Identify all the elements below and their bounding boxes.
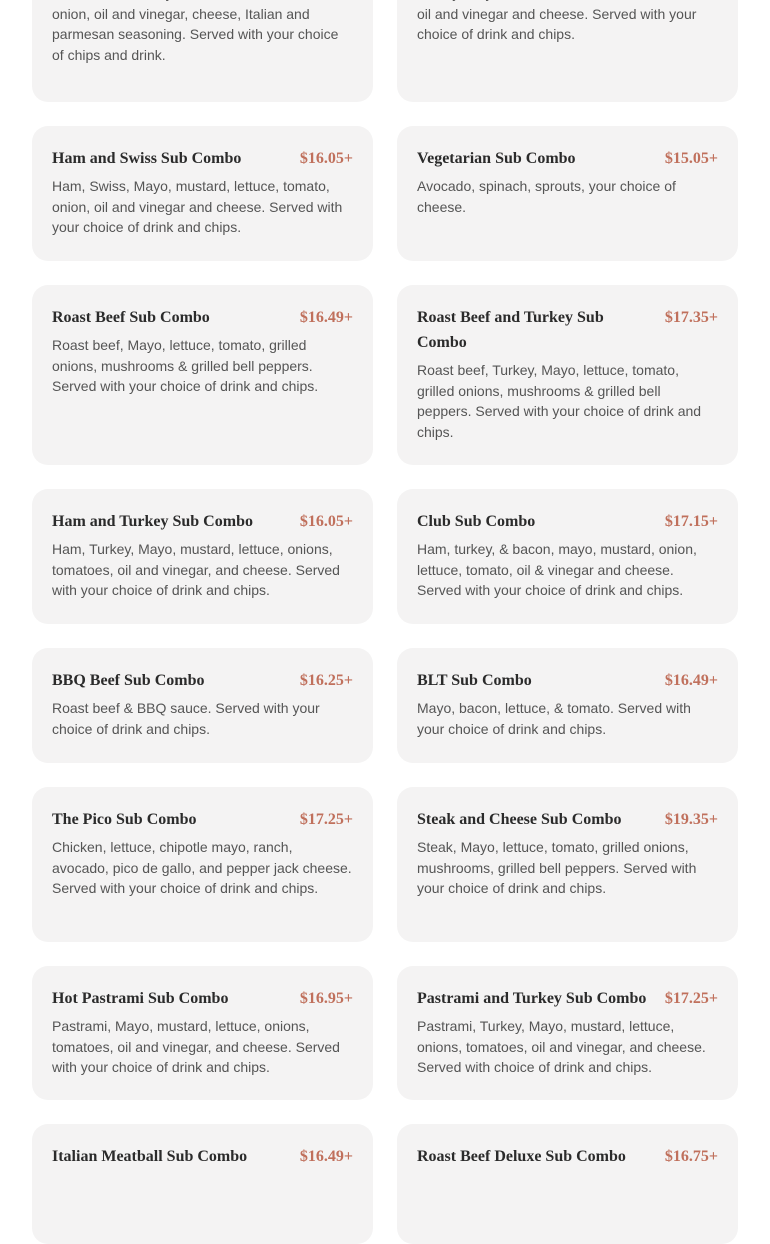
menu-item-card[interactable] [397, 787, 738, 942]
menu-item-header [417, 509, 718, 534]
menu-item-card[interactable] [397, 285, 738, 465]
menu-item-name: Steak and Cheese Sub Combo [417, 811, 622, 828]
menu-item-description: Avocado, spinach, sprouts, your choice of cheese. [417, 178, 676, 215]
menu-item-header [52, 807, 353, 832]
menu-item-price: $16.05+ [299, 150, 353, 167]
menu-item-name: Vegetarian Sub Combo [417, 150, 576, 167]
menu-item-description: Roast beef & BBQ sauce. Served with your choice of drink and chips. [52, 700, 320, 737]
menu-item-header [417, 668, 718, 693]
menu-item-card[interactable] [32, 787, 373, 942]
menu-item-card[interactable] [32, 0, 373, 102]
menu-item-name: Roast Beef Deluxe Sub Combo [417, 1148, 626, 1165]
menu-item-name: BLT Sub Combo [417, 672, 532, 689]
menu-item-price: $16.49+ [299, 1148, 353, 1165]
menu-item-description: Pastrami, Turkey, Mayo, mustard, lettuce, onions, tomatoes, oil and vinegar, and cheese. Served with choice of drink and chips. [417, 1018, 706, 1075]
menu-item-name: Roast Beef and Turkey Sub Combo [417, 309, 604, 351]
menu-item-card[interactable] [32, 126, 373, 261]
menu-grid [32, 0, 738, 1244]
menu-item-name: Club Sub Combo [417, 513, 536, 530]
menu-item-price: $16.49+ [299, 309, 353, 326]
menu-item-card[interactable] [32, 966, 373, 1100]
menu-item-price: $16.75+ [664, 1148, 718, 1165]
menu-item-description: Mayo, bacon, lettuce, & tomato. Served with your choice of drink and chips. [417, 700, 691, 737]
menu-item-header [417, 807, 718, 832]
menu-item-card[interactable] [397, 1124, 738, 1244]
menu-item-price: $17.25+ [299, 811, 353, 828]
menu-item-price: $16.49+ [664, 672, 718, 689]
menu-item-header [417, 1144, 718, 1169]
menu-item-price: $16.95+ [299, 990, 353, 1007]
menu-item-header [417, 305, 718, 355]
menu-item-header [52, 986, 353, 1011]
menu-item-description: Ham, Swiss, Mayo, mustard, lettuce, tomato, onion, oil and vinegar and cheese. Served with your choice of drink and chips. [52, 178, 343, 235]
menu-item-name: Hot Pastrami Sub Combo [52, 990, 229, 1007]
menu-item-card[interactable] [32, 489, 373, 624]
menu-item-name: BBQ Beef Sub Combo [52, 672, 205, 689]
menu-item-description: Roast beef, Turkey, Mayo, lettuce, tomato, grilled onions, mushrooms & grilled bell peppers. Served with your choice of drink and chips. [417, 362, 702, 440]
menu-item-name: The Pico Sub Combo [52, 811, 197, 828]
menu-item-price: $17.25+ [664, 990, 718, 1007]
menu-item-header [417, 146, 718, 171]
menu-item-description: oil and vinegar and cheese. Served with your choice of drink and chips. [417, 5, 697, 42]
menu-item-description: onion, oil and vinegar, cheese, Italian and parmesan seasoning. Served with your choice of chips and drink. [52, 5, 339, 63]
menu-item-price: $17.15+ [664, 513, 718, 530]
menu-item-header [52, 305, 353, 330]
menu-item-card[interactable] [32, 285, 373, 465]
menu-item-header [52, 509, 353, 534]
menu-item-price: $16.25+ [299, 672, 353, 689]
menu-item-name: Ham and Swiss Sub Combo [52, 150, 242, 167]
menu-item-description: Steak, Mayo, lettuce, tomato, grilled onions, mushrooms, grilled bell peppers. Served with your choice of drink and chips. [417, 839, 697, 896]
menu-item-header [52, 146, 353, 171]
menu-item-card[interactable] [397, 0, 738, 102]
menu-item-card[interactable] [32, 648, 373, 763]
menu-item-header [417, 986, 718, 1011]
menu-item-price: $17.35+ [664, 309, 718, 326]
menu-item-name: Ham and Turkey Sub Combo [52, 513, 253, 530]
menu-item-description: Pastrami, Mayo, mustard, lettuce, onions, tomatoes, oil and vinegar, and cheese. Served with your choice of drink and chips. [52, 1018, 340, 1075]
menu-item-description: Ham, Turkey, Mayo, mustard, lettuce, onions, tomatoes, oil and vinegar, and cheese. Served with your choice of drink and chips. [52, 541, 340, 598]
menu-item-header [52, 668, 353, 693]
menu-item-header [52, 1144, 353, 1169]
menu-item-description: Chicken, lettuce, chipotle mayo, ranch, avocado, pico de gallo, and pepper jack cheese. Served with your choice of drink and chips. [52, 839, 352, 896]
menu-item-card[interactable] [397, 126, 738, 261]
menu-item-name: Roast Beef Sub Combo [52, 309, 210, 326]
menu-item-price: $19.35+ [664, 811, 718, 828]
menu-item-description: Ham, turkey, & bacon, mayo, mustard, onion, lettuce, tomato, oil & vinegar and cheese. Served with your choice of drink and chips. [417, 541, 697, 598]
menu-item-description: Roast beef, Mayo, lettuce, tomato, grilled onions, mushrooms & grilled bell peppers. Served with your choice of drink and chips. [52, 337, 319, 394]
menu-item-price: $16.05+ [299, 513, 353, 530]
menu-item-card[interactable] [397, 489, 738, 624]
menu-item-card[interactable] [397, 648, 738, 763]
menu-item-card[interactable] [32, 1124, 373, 1244]
menu-item-card[interactable] [397, 966, 738, 1100]
menu-item-name: Italian Meatball Sub Combo [52, 1148, 248, 1165]
menu-item-price: $15.05+ [664, 150, 718, 167]
menu-item-name: Pastrami and Turkey Sub Combo [417, 990, 647, 1007]
